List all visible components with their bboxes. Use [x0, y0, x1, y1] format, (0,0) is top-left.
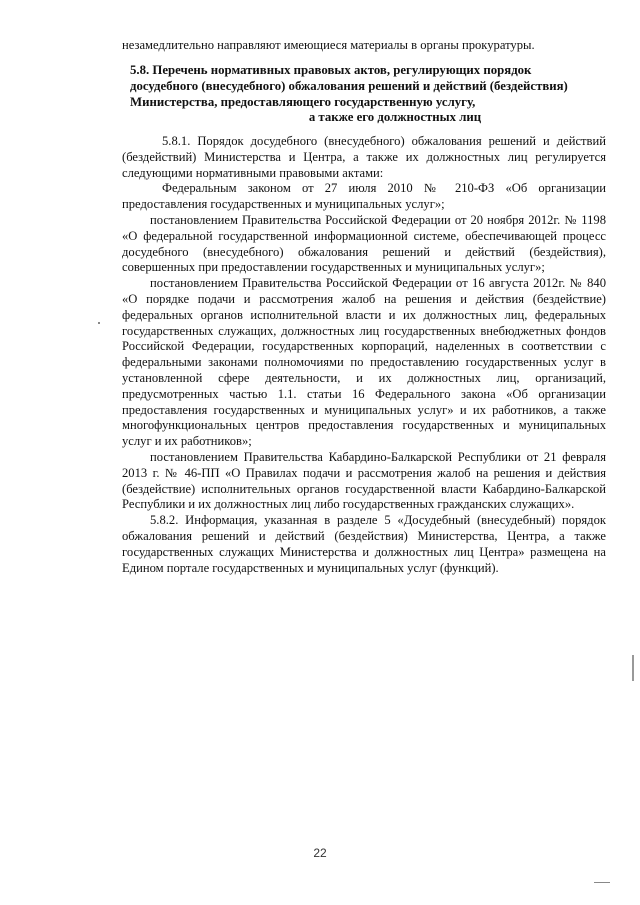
section-heading [130, 63, 600, 126]
continuation-line: незамедлительно направляют имеющиеся материалы в органы прокуратуры. [122, 38, 535, 52]
scan-corner-mark [594, 882, 610, 883]
scan-speck [98, 322, 100, 324]
page-number: 22 [313, 846, 327, 860]
heading-line-3: Министерства, предоставляющего государственную услугу, [130, 94, 476, 109]
paragraph-law-46pp: постановлением Правительства Кабардино-Балкарской Республики от 21 февраля 2013 г. № 46-ПП «О Правилах подачи и рассмотрения жалоб на решения и действия (бездействие) исполнительных органов государственной власти Кабардино-Балкарской Республики и их должностных лиц либо государственных гражданских служащих». [122, 449, 606, 512]
heading-line-1: 5.8. Перечень нормативных правовых актов, регулирующих порядок [130, 63, 532, 77]
body-text [122, 134, 606, 576]
heading-line-2: досудебного (внесудебного) обжалования решений и действий (бездействия) [130, 78, 568, 93]
paragraph-law-210fz: Федеральным законом от 27 июля 2010 № 210-ФЗ «Об организации предоставления государственных и муниципальных услуг»; [122, 181, 606, 212]
paragraph-law-1198: постановлением Правительства Российской Федерации от 20 ноября 2012г. № 1198 «О федеральной государственной информационной системе, обеспечивающей процесс досудебного (внесудебного) обжалования решений и действий (бездействия), совершенных при предоставлении государственных и муниципальных услуг»; [122, 212, 606, 275]
scan-edge-mark [632, 655, 634, 681]
paragraph-5-8-2: 5.8.2. Информация, указанная в разделе 5 «Досудебный (внесудебный) порядок обжалования решений и действий (бездействия) Министерства, Центра, а также государственных служащих Министерства и должностных лиц Центра» размещена на Едином портале государственных и муниципальных услуг (функций). [122, 513, 606, 575]
paragraph-law-840: постановлением Правительства Российской Федерации от 16 августа 2012г. № 840 «О порядке подачи и рассмотрения жалоб на решения и действия (бездействие) федеральных органов исполнительной власти и их должностных лиц, федеральных государственных служащих, должностных лиц государственных внебюджетных фондов Российской Федерации, государственных корпораций, наделенных в соответствии с федеральными законами полномочиями по предоставлению государственных услуг в установленной сфере деятельности, и их должностных лиц, организаций, предусмотренных частью 1.1. статьи 16 Федерального закона «Об организации предоставления государственных и муниципальных услуг» и их работников, а также многофункциональных центров предоставления государственных и муниципальных услуг и их работников»; [122, 276, 606, 449]
paragraph-5-8-1: 5.8.1. Порядок досудебного (внесудебного) обжалования решений и действий (бездействий) Министерства и Центра, а также их должностных лиц регулируется следующими нормативными правовыми актами: [122, 134, 606, 180]
heading-line-4: а также его должностных лиц [308, 110, 482, 125]
